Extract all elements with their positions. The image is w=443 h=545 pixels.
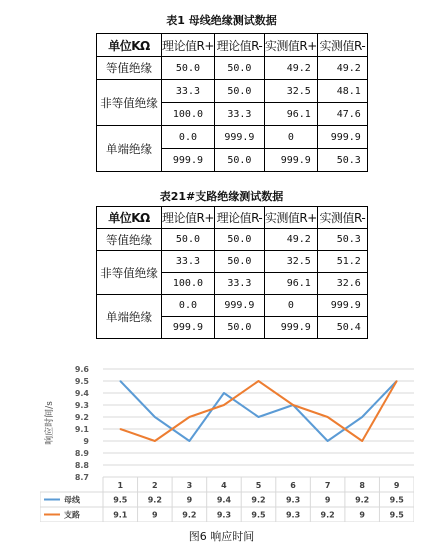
table1-cell: 0.0 [162, 126, 215, 149]
data-table-value: 9.5 [389, 510, 404, 520]
table2-cell: 96.1 [264, 273, 317, 295]
table2-cell: 50.0 [214, 229, 264, 251]
series-line-branch [120, 381, 396, 441]
table2-cell: 100.0 [162, 273, 215, 295]
series-line-busbar [120, 381, 396, 441]
response-time-chart [40, 362, 414, 522]
table2-header-theory-rplus: 理论值R+ [162, 207, 215, 229]
data-point [189, 416, 191, 418]
table1-header-theory-rplus: 理论值R+ [162, 34, 215, 57]
data-table-value: 9.2 [251, 495, 266, 505]
table1-cell: 32.5 [264, 80, 317, 103]
table2-cell: 50.0 [214, 317, 264, 339]
data-point [361, 440, 363, 442]
table1-cell: 100.0 [162, 103, 215, 126]
data-point [396, 380, 398, 382]
table2-cell: 32.6 [317, 273, 367, 295]
y-tick-label: 9 [83, 437, 89, 446]
table2-cell: 0.0 [162, 295, 215, 317]
table1-cell: 999.9 [162, 149, 215, 172]
table1-cell: 47.6 [317, 103, 367, 126]
table1-busbar-insulation [96, 33, 368, 172]
table2-caption: 表21#支路绝缘测试数据 [159, 190, 284, 203]
table1-cell: 50.0 [162, 57, 215, 80]
y-tick-label: 9.5 [74, 377, 89, 386]
table1-cell: 49.2 [264, 57, 317, 80]
y-tick-label: 8.9 [74, 449, 89, 458]
x-tick-label: 4 [221, 481, 227, 490]
data-point [327, 416, 329, 418]
x-tick-label: 5 [255, 481, 262, 490]
table1-cell: 999.9 [264, 149, 317, 172]
table1-cell: 96.1 [264, 103, 317, 126]
legend-label: 支路 [64, 510, 80, 520]
data-table-value: 9.3 [285, 495, 301, 505]
x-tick-label: 6 [290, 481, 296, 490]
data-table-value: 9.5 [251, 510, 266, 520]
data-table-value: 9 [359, 510, 365, 520]
data-table-value: 9.5 [113, 495, 128, 505]
data-table-value: 9.2 [355, 495, 370, 505]
table1-cell: 50.0 [214, 80, 264, 103]
y-tick-label: 9.1 [74, 425, 89, 434]
data-table-value: 9.2 [320, 510, 335, 520]
table2-cell: 51.2 [317, 251, 367, 273]
data-table-value: 9 [186, 495, 193, 505]
data-table-value: 9 [324, 495, 331, 505]
table2-group-single: 单端绝缘 [97, 295, 162, 339]
y-tick-label: 9.6 [74, 365, 89, 374]
table2-cell: 50.3 [317, 229, 367, 251]
x-tick-label: 8 [359, 481, 365, 490]
data-point [327, 440, 329, 442]
table2-branch-insulation [96, 206, 368, 339]
table1-cell: 0 [264, 126, 317, 149]
table1-cell: 33.3 [214, 103, 264, 126]
data-point [361, 416, 363, 418]
table1-header-unit: 单位KΩ [97, 34, 162, 57]
data-point [258, 380, 260, 382]
data-point [119, 428, 121, 430]
data-point [189, 440, 191, 442]
data-point [223, 392, 225, 394]
legend-label: 母线 [64, 495, 80, 505]
table1-group-single: 单端绝缘 [97, 126, 162, 172]
figure-caption: 图6 响应时间 [188, 530, 255, 543]
table2-cell: 33.3 [214, 273, 264, 295]
data-point [154, 416, 156, 418]
response-time-line-chart [40, 362, 414, 522]
table1-cell: 50.0 [214, 149, 264, 172]
data-point [119, 380, 121, 382]
x-tick-label: 2 [152, 481, 158, 490]
data-table-value: 9 [152, 510, 158, 520]
data-table-value: 9.5 [389, 495, 404, 505]
table1-header-measured-rplus: 实测值R+ [264, 34, 317, 57]
table2-cell: 50.4 [317, 317, 367, 339]
table2-group-unequal: 非等值绝缘 [97, 251, 162, 295]
table1-group-unequal: 非等值绝缘 [97, 80, 162, 126]
data-table-value: 9.4 [216, 495, 232, 505]
table1-cell: 48.1 [317, 80, 367, 103]
table2-cell: 999.9 [317, 295, 367, 317]
table1-cell: 50.0 [214, 57, 264, 80]
data-table-value: 9.2 [182, 510, 197, 520]
table2-cell: 50.0 [162, 229, 215, 251]
table1-cell: 33.3 [162, 80, 215, 103]
y-tick-label: 8.8 [74, 461, 89, 470]
table2-header-unit: 单位KΩ [97, 207, 162, 229]
table2-cell: 49.2 [264, 229, 317, 251]
table1-caption: 表1 母线绝缘测试数据 [166, 14, 277, 27]
data-table-value: 9.3 [216, 510, 232, 520]
table2-group-equal: 等值绝缘 [97, 229, 162, 251]
data-table-value: 9.1 [113, 510, 128, 520]
table2-cell: 999.9 [162, 317, 215, 339]
table1-cell: 999.9 [214, 126, 264, 149]
y-tick-label: 9.3 [74, 401, 89, 410]
table1-cell: 999.9 [317, 126, 367, 149]
table2-header-theory-rminus: 理论值R- [214, 207, 264, 229]
x-tick-label: 7 [324, 481, 331, 490]
table2-cell: 33.3 [162, 251, 215, 273]
table1-header-measured-rminus: 实测值R- [317, 34, 367, 57]
table2-cell: 999.9 [214, 295, 264, 317]
data-table-value: 9.3 [285, 510, 301, 520]
data-point [154, 440, 156, 442]
table2-header-measured-rminus: 实测值R- [317, 207, 367, 229]
y-tick-label: 8.7 [74, 473, 89, 482]
table1-cell: 49.2 [317, 57, 367, 80]
table2-cell: 999.9 [264, 317, 317, 339]
table2-cell: 32.5 [264, 251, 317, 273]
data-table-value: 9.2 [147, 495, 162, 505]
data-point [223, 404, 225, 406]
table1-header-theory-rminus: 理论值R- [214, 34, 264, 57]
y-tick-label: 9.2 [74, 413, 89, 422]
table2-cell: 0 [264, 295, 317, 317]
x-tick-label: 1 [117, 481, 124, 490]
table2-cell: 50.0 [214, 251, 264, 273]
data-point [258, 416, 260, 418]
x-tick-label: 9 [393, 481, 400, 490]
table1-cell: 50.3 [317, 149, 367, 172]
x-tick-label: 3 [186, 481, 193, 490]
data-point [292, 404, 294, 406]
y-tick-label: 9.4 [74, 389, 89, 398]
y-axis-label: 响应时间/s [45, 401, 55, 445]
table1-group-equal: 等值绝缘 [97, 57, 162, 80]
table2-header-measured-rplus: 实测值R+ [264, 207, 317, 229]
